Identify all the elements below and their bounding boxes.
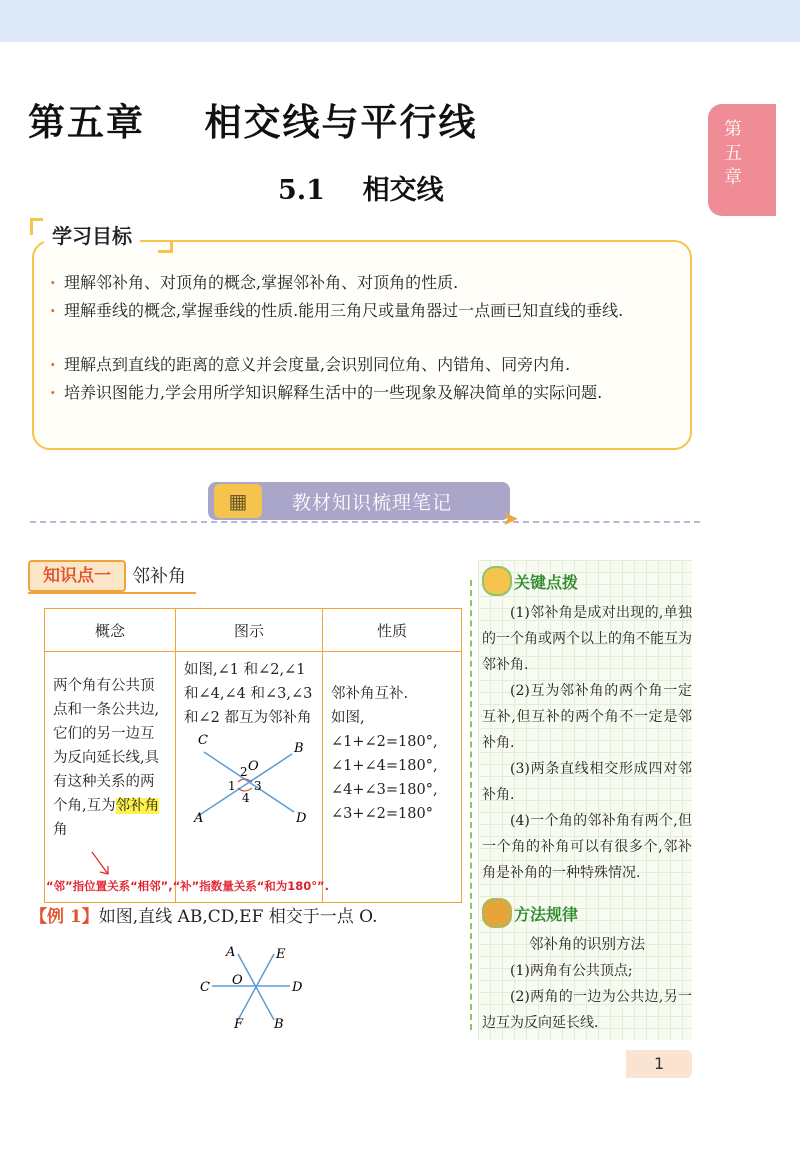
angle-number: 4 <box>242 791 250 805</box>
section-divider <box>30 521 700 523</box>
lightbulb-icon <box>482 566 512 596</box>
point-label: C <box>200 980 210 995</box>
angle-number: 2 <box>240 765 248 779</box>
key-point: (2)互为邻补角的两个角一定互补,但互补的两个角不一定是邻补角. <box>482 683 692 751</box>
point-label: C <box>198 733 208 748</box>
angle-number: 3 <box>254 779 262 793</box>
method-title: 方法规律 <box>514 905 579 924</box>
key-points-title: 关键点拨 <box>514 573 579 592</box>
example-text: 如图,直线 AB,CD,EF 相交于一点 O. <box>98 907 378 927</box>
bullet-icon: · <box>50 273 56 292</box>
top-strip <box>0 0 800 42</box>
table-header: 图示 <box>176 609 323 652</box>
diagram-text: 如图,∠1 和∠2,∠1 和∠4,∠4 和∠3,∠3 和∠2 都互为邻补角 <box>184 662 313 726</box>
goal-bracket-right <box>158 240 173 253</box>
angle-number: 1 <box>228 779 236 793</box>
learning-goals-label: 学习目标 <box>44 220 140 249</box>
point-label: D <box>296 811 307 822</box>
line-ab <box>198 754 292 816</box>
chapter-side-tab-text: 第五章 <box>724 119 742 188</box>
table-header: 概念 <box>45 609 176 652</box>
annotation-arrow-icon <box>88 850 118 878</box>
bullet-icon: · <box>50 383 56 402</box>
chapter-title: 第五章 相交线与平行线 <box>28 101 478 144</box>
gear-icon <box>482 898 512 928</box>
highlight-term: 邻补角 <box>115 798 160 814</box>
method-subtitle: 邻补角的识别方法 <box>529 937 645 953</box>
point-label: F <box>234 1017 244 1032</box>
building-icon: ▦ <box>214 484 262 518</box>
key-point: (3)两条直线相交形成四对邻补角. <box>482 761 692 803</box>
bullet-icon: · <box>50 301 56 320</box>
example-figure <box>196 940 316 1032</box>
bullet-icon: · <box>50 355 56 374</box>
goal-item: · 理解点到直线的距离的意义并会度量,会识别同位角、内错角、同旁内角. <box>50 352 680 378</box>
point-label: A <box>194 811 204 822</box>
method-point: (2)两角的一边为公共边,另一边互为反向延长线. <box>482 989 692 1031</box>
knowledge-point-underline <box>28 592 196 594</box>
point-label: B <box>274 1017 284 1032</box>
diagram-cell <box>176 652 323 903</box>
key-point: (4)一个角的邻补角有两个,但一个角的补角可以有很多个,邻补角是补角的一种特殊情况. <box>482 813 692 881</box>
tips-panel-border <box>470 580 472 1030</box>
point-label: B <box>294 741 304 756</box>
section-title: 5.1 相交线 <box>278 175 444 206</box>
example-1 <box>30 902 378 927</box>
method-point: (1)两角有公共顶点; <box>510 963 633 979</box>
goal-item: · 理解邻补角、对顶角的概念,掌握邻补角、对顶角的性质. <box>50 270 680 296</box>
goal-item: · 理解垂线的概念,掌握垂线的性质.能用三角尺或量角器过一点画已知直线的垂线. <box>50 298 680 324</box>
knowledge-point-badge: 知识点一 <box>28 560 126 592</box>
notes-banner-text: 教材知识梳理笔记 <box>292 492 453 514</box>
table-header: 性质 <box>323 609 462 652</box>
handwritten-note: “邻”指位置关系“相邻”,“补”指数量关系“和为180°”. <box>46 879 329 893</box>
point-label: E <box>276 947 286 962</box>
point-label: O <box>248 759 259 774</box>
goal-item: · 培养识图能力,学会用所学知识解释生活中的一些现象及解决简单的实际问题. <box>50 380 680 406</box>
property-cell: 邻补角互补. 如图, ∠1+∠2=180°, ∠1+∠4=180°, ∠4+∠3=180°, ∠3+∠2=180° <box>323 652 462 903</box>
page-number: 1 <box>654 1054 665 1073</box>
paper-plane-icon: ➤ <box>502 506 519 530</box>
point-label: A <box>226 945 236 960</box>
point-label: D <box>292 980 303 995</box>
point-label: O <box>232 973 243 988</box>
knowledge-point-title: 邻补角 <box>132 566 186 587</box>
goal-bracket-left <box>30 218 43 235</box>
adjacent-angles-diagram <box>184 730 312 822</box>
concept-cell: 两个角有公共顶点和一条公共边,它们的另一边互为反向延长线,具有这种关系的两个角,互为邻补角角 <box>45 652 176 903</box>
example-tag: 【例 1】 <box>30 907 99 927</box>
key-point: (1)邻补角是成对出现的,单独的一个角或两个以上的角不能互为邻补角. <box>482 605 692 673</box>
